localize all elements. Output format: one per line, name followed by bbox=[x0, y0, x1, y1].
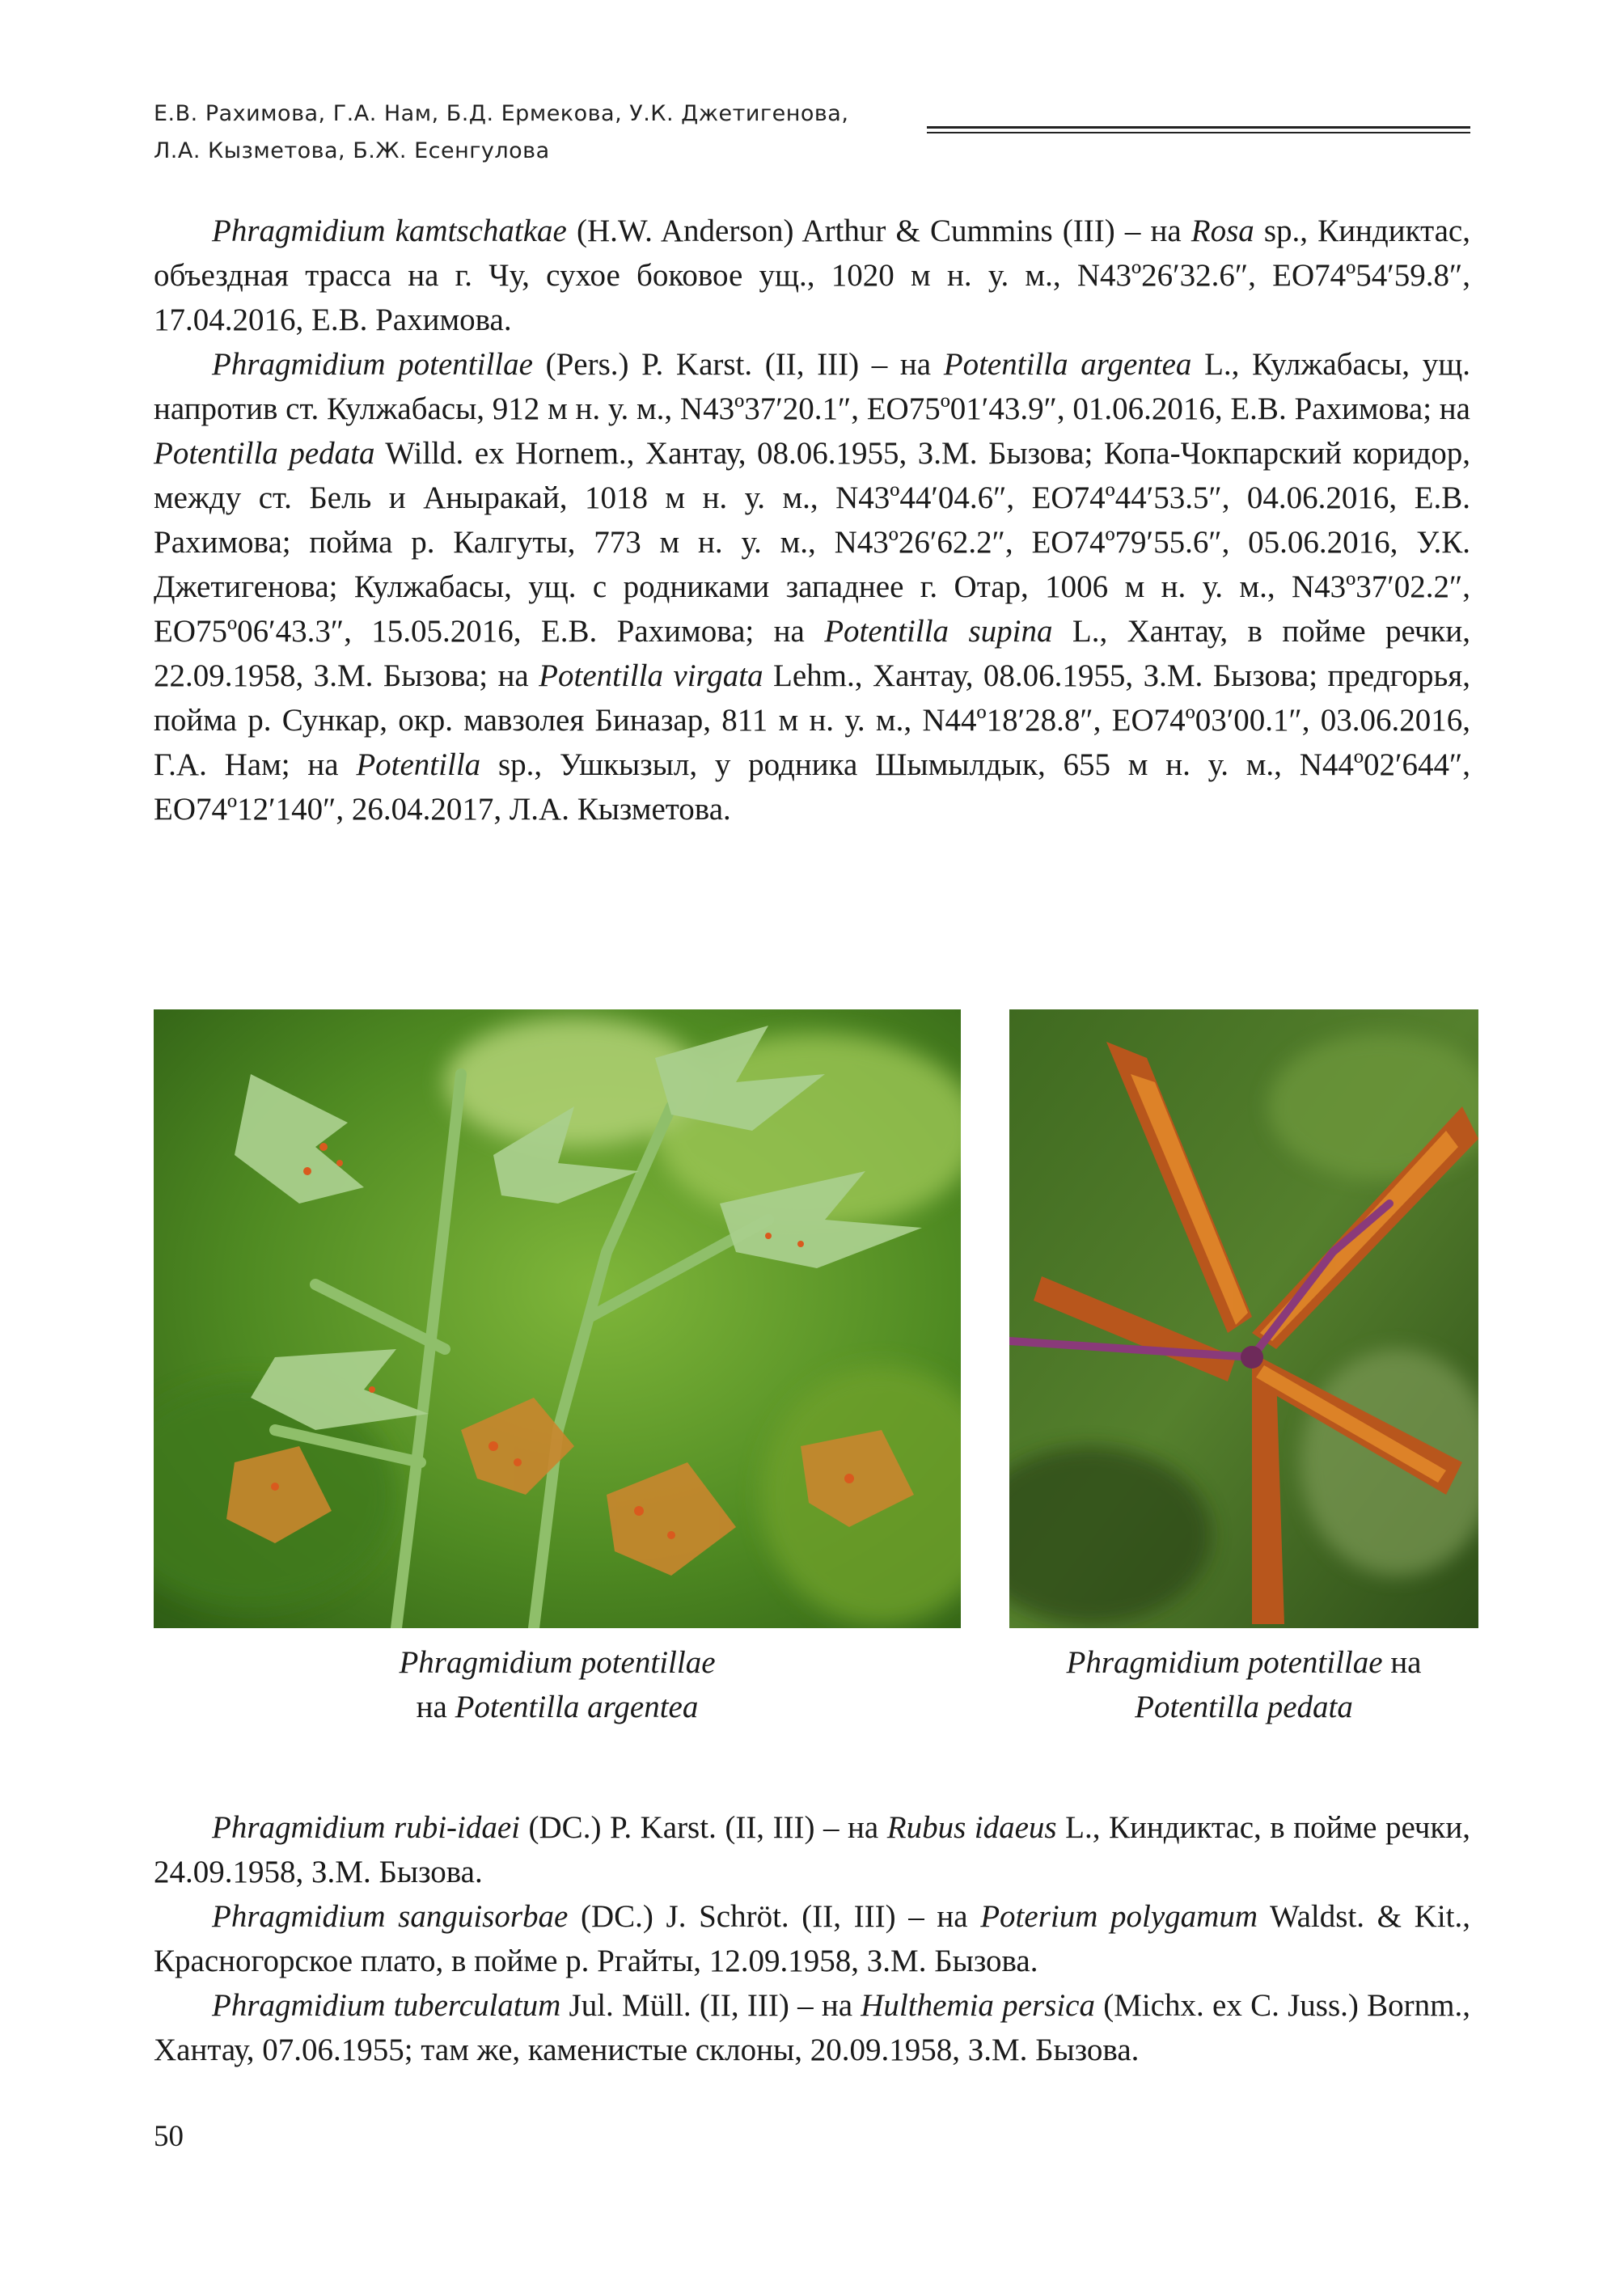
host-name: Rubus idaeus bbox=[886, 1810, 1057, 1845]
entry-text: L., Кулжабасы, ущ. напротив ст. Кулжабасы, 912 м н. у. м., N43º37′20.1″, EO75º01′43.9″, 01.06.2016, Е.В. Рахимова; на bbox=[154, 347, 1470, 426]
host-name: Potentilla supina bbox=[824, 614, 1053, 649]
figure-caption-1 bbox=[154, 1640, 961, 1729]
page-number: 50 bbox=[154, 2120, 184, 2153]
entry-text: Lehm., Хантау, 08.06.1955, З.М. Бызова; предгорья, пойма р. Сункар, окр. мавзолея Биназар, 811 м н. у. м., N44º18′28.8″, EO74º03′00.1″, 03.06.2016, Г.А. Нам; на bbox=[154, 658, 1470, 782]
entry-text: (Michx. ex C. Juss.) Bornm., Хантау, 07.06.1955; там же, каменистые склоны, 20.09.1958, З.М. Бызова. bbox=[154, 1988, 1470, 2067]
caption-host: Potentilla argentea bbox=[455, 1690, 699, 1724]
caption-fungus: Phragmidium potentillae bbox=[1066, 1645, 1383, 1680]
header-double-rule bbox=[927, 126, 1470, 134]
caption-on: на bbox=[1382, 1645, 1422, 1680]
entry-kamtschatkae bbox=[154, 209, 1470, 342]
caption-on: на bbox=[416, 1690, 455, 1724]
entry-potentillae bbox=[154, 342, 1470, 831]
authors-line-2: Л.А. Кызметова, Б.Ж. Есенгулова bbox=[154, 138, 550, 163]
photo-potentilla-argentea bbox=[154, 1009, 961, 1628]
running-header bbox=[154, 95, 882, 170]
species-name: Phragmidium tuberculatum bbox=[212, 1988, 561, 2023]
species-name: Phragmidium rubi-idaei bbox=[212, 1810, 521, 1845]
entry-text: Willd. ex Hornem., Хантау, 08.06.1955, З.М. Бызова; Копа-Чокпарский коридор, между ст. Бель и Аныракай, 1018 м н. у. м., N43º44′04.6″, EO74º44′53.5″, 04.06.2016, Е.В. Рахимова; пойма р. Калгуты, 773 м н. у. м., N43º26′62.2″, EO74º79′55.6″, 05.06.2016, У.К. Джетигенова; Кулжабасы, ущ. с родниками западнее г. Отар, 1006 м н. у. м., N43º37′02.2″, EO75º06′43.3″, 15.05.2016, Е.В. Рахимова; на bbox=[154, 436, 1470, 649]
entry-sanguisorbae bbox=[154, 1894, 1470, 1983]
entry-text: Waldst. & Kit., Красногорское плато, в пойме р. Ргайты, 12.09.1958, З.М. Бызова. bbox=[154, 1899, 1470, 1978]
figure-caption-2 bbox=[1009, 1640, 1478, 1729]
authors-line-1: Е.В. Рахимова, Г.А. Нам, Б.Д. Ермекова, У.К. Джетигенова, bbox=[154, 101, 849, 126]
entry-text: Jul. Müll. (II, III) – на bbox=[560, 1988, 861, 2023]
caption-fungus: Phragmidium potentillae bbox=[399, 1645, 716, 1680]
host-name: Potentilla bbox=[356, 747, 481, 782]
entry-text: L., Киндиктас, в пойме речки, 24.09.1958, З.М. Бызова. bbox=[154, 1810, 1470, 1889]
photo-potentilla-pedata bbox=[1009, 1009, 1478, 1628]
host-name: Potentilla pedata bbox=[154, 436, 375, 471]
entry-rubi-idaei bbox=[154, 1805, 1470, 1894]
host-name: Potentilla argentea bbox=[943, 347, 1192, 382]
host-name: Poterium polygamum bbox=[980, 1899, 1258, 1934]
entry-text: (H.W. Anderson) Arthur & Cummins (III) – на bbox=[566, 214, 1191, 248]
entry-tuberculatum bbox=[154, 1983, 1470, 2072]
entry-text: sp., Киндиктас, объездная трасса на г. Чу, сухое боковое ущ., 1020 м н. у. м., N43º26′32.6″, EO74º54′59.8″, 17.04.2016, Е.В. Рахимова. bbox=[154, 214, 1470, 337]
entry-text: (Pers.) P. Karst. (II, III) – на bbox=[532, 347, 944, 382]
species-name: Phragmidium sanguisorbae bbox=[212, 1899, 569, 1934]
species-name: Phragmidium potentillae bbox=[212, 347, 533, 382]
species-name: Phragmidium kamtschatkae bbox=[212, 214, 567, 248]
entry-text: (DC.) J. Schröt. (II, III) – на bbox=[568, 1899, 981, 1934]
entry-text: L., Хантау, в пойме речки, 22.09.1958, З.М. Бызова; на bbox=[154, 614, 1471, 693]
caption-host: Potentilla pedata bbox=[1135, 1690, 1353, 1724]
host-name: Rosa bbox=[1191, 214, 1254, 248]
entry-text: sp., Ушкызыл, у родника Шымылдык, 655 м н. у. м., N44º02′644″, EO74º12′140″, 26.04.2017, Л.А. Кызметова. bbox=[154, 747, 1470, 827]
entry-text: (DC.) P. Karst. (II, III) – на bbox=[520, 1810, 887, 1845]
host-name: Potentilla virgata bbox=[539, 658, 763, 693]
host-name: Hulthemia persica bbox=[861, 1988, 1095, 2023]
